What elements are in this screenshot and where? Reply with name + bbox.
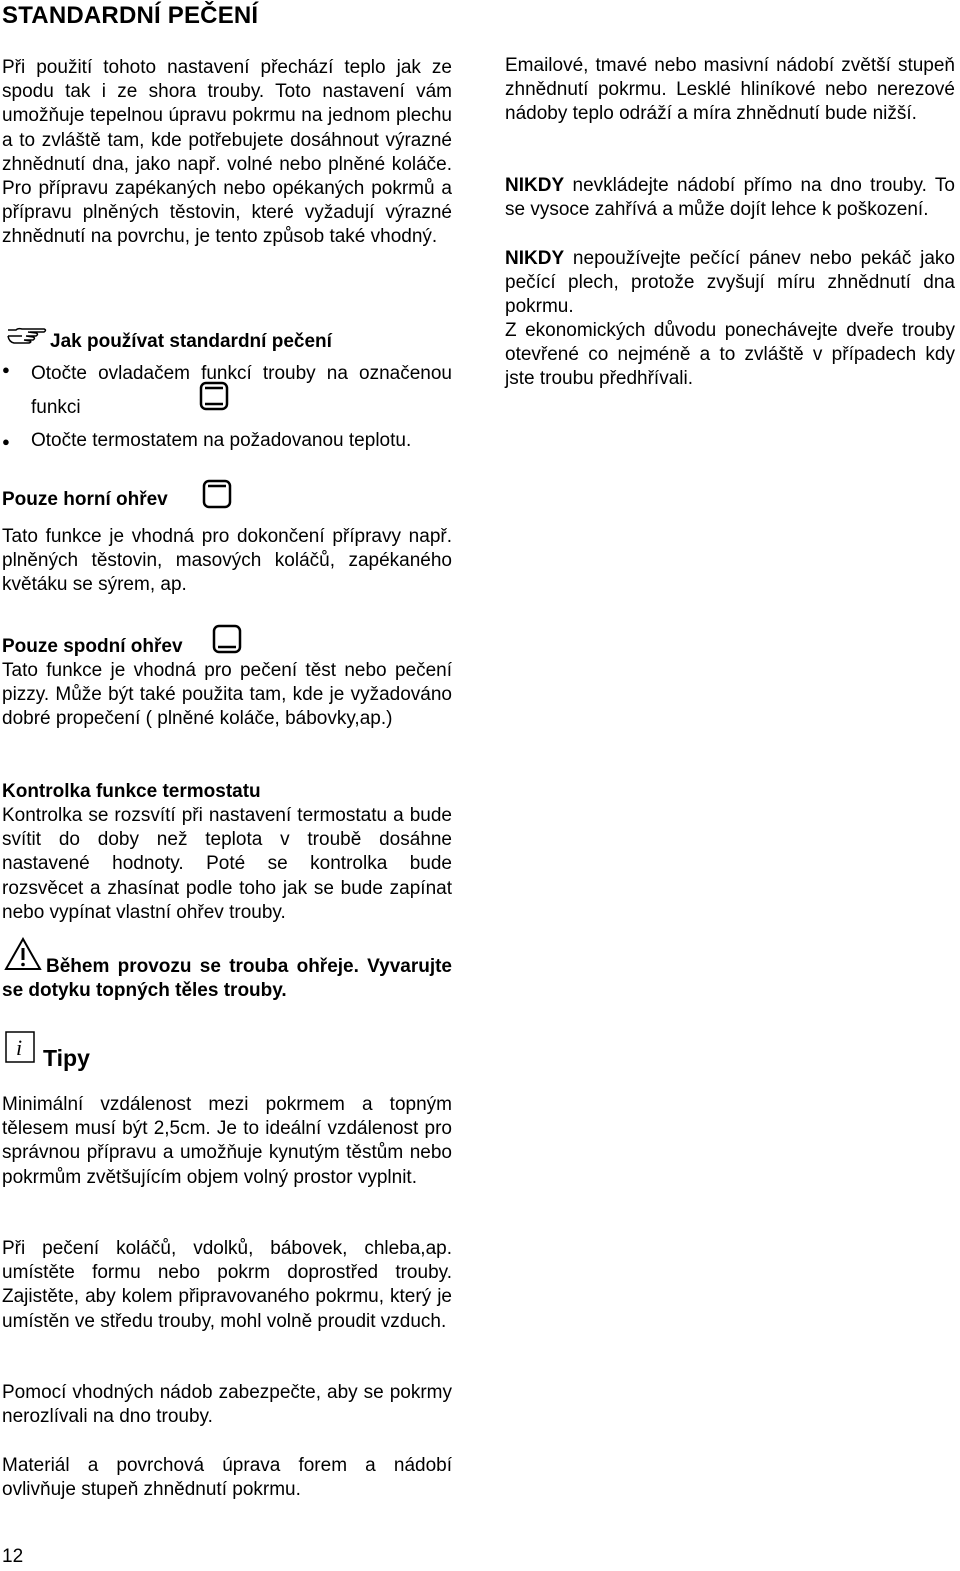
thermostat-heading: Kontrolka funkce termostatu bbox=[2, 781, 261, 802]
bottom-heat-heading: Pouze spodní ohřev bbox=[2, 636, 183, 657]
right-paragraph-1: Emailové, tmavé nebo masivní nádobí zvětší stupeň zhnědnutí pokrmu. Lesklé hliníkové nebo nerezové nádoby teplo odráží a míra zhnědnutí bude nižší. bbox=[505, 55, 955, 125]
page-number: 12 bbox=[2, 1546, 24, 1567]
top-heat-text: Tato funkce je vhodná pro dokončení přípravy např. plněných těstovin, masových koláčů, zapékaného květáku se sýrem, ap. bbox=[2, 526, 452, 596]
info-icon bbox=[5, 1031, 35, 1063]
right-paragraph-3-text: nepoužívejte pečící pánev nebo pekáč jako pečící plech, protože zvyšují míru zhnědnutí dna pokrmu. bbox=[505, 248, 955, 318]
right-paragraph-2 bbox=[505, 174, 955, 222]
warning-text: Během provozu se trouba ohřeje. Vyvarujte se dotyku topných těles trouby. bbox=[2, 956, 452, 1002]
bullet-icon: ● bbox=[2, 362, 10, 377]
tips-paragraph-2: Při pečení koláčů, vdolků, bábovek, chleba,ap. umístěte formu nebo pokrm doprostřed trouby. Zajistěte, aby kolem připravovaného pokrmu, který je umístěn ve středu trouby, mohl volně proudit vzduch. bbox=[2, 1238, 452, 1332]
bottom-heat-text: Tato funkce je vhodná pro pečení těst nebo pečení pizzy. Může být také použita tam, kde je vyžadováno dobré propečení ( plněné koláče, bábovky,ap.) bbox=[2, 660, 452, 730]
tips-heading: Tipy bbox=[43, 1045, 90, 1071]
tips-paragraph-3: Pomocí vhodných nádob zabezpečte, aby se pokrmy nerozlívali na dno trouby. bbox=[2, 1382, 452, 1428]
pointing-hand-icon bbox=[6, 322, 48, 344]
right-paragraph-3 bbox=[505, 247, 955, 320]
howto-step-2-text: Otočte termostatem na požadovanou teplotu. bbox=[31, 430, 412, 451]
thermostat-text: Kontrolka se rozsvítí při nastavení termostatu a bude svítit do doby než teplota v troubě dosáhne nastavené hodnoty. Poté se kontrolka bude rozsvěcet a zhasínat podle toho jak se bude zapínat nebo vypínat vlastní ohřev trouby. bbox=[2, 805, 452, 923]
page-title: STANDARDNÍ PEČENÍ bbox=[2, 2, 259, 29]
top-heat-heading: Pouze horní ohřev bbox=[2, 489, 168, 510]
never-label: NIKDY bbox=[505, 248, 565, 269]
right-paragraph-2-text: nevkládejte nádobí přímo na dno trouby. To se vysoce zahřívá a může dojít lehce k poškození. bbox=[505, 175, 955, 221]
bullet-icon: ● bbox=[2, 434, 10, 449]
right-paragraph-4: Z ekonomických důvodu ponechávejte dveře trouby otevřené co nejméně a to zvláště v případech kdy jste troubu předhřívali. bbox=[505, 320, 955, 390]
never-label: NIKDY bbox=[505, 175, 565, 196]
howto-heading: Jak používat standardní pečení bbox=[50, 331, 332, 352]
tips-paragraph-1: Minimální vzdálenost mezi pokrmem a topným tělesem musí být 2,5cm. Je to ideální vzdálenost pro správnou přípravu a umožňuje kynutým těstům nebo pokrmům zvětšujícím objem volný prostor vyplnit. bbox=[2, 1094, 452, 1188]
howto-step-1-text: Otočte ovladačem funkcí trouby na označenou funkci bbox=[31, 363, 452, 418]
top-bottom-heat-icon bbox=[199, 381, 229, 411]
bottom-heat-icon bbox=[212, 624, 242, 654]
top-heat-icon bbox=[202, 479, 232, 509]
intro-paragraph: Při použití tohoto nastavení přechází teplo jak ze spodu tak i ze shora trouby. Toto nastavení vám umožňuje tepelnou úpravu pokrmu na jednom plechu a to zvláště tam, kde potřebujete dosáhnout výrazné zhnědnutí dna, jako např. volné nebo plněné koláče. Pro přípravu zapékaných nebo opékaných pokrmů a přípravu plněných těstovin, které vyžadují výrazné zhnědnutí na povrchu, je tento způsob také vhodný. bbox=[2, 57, 452, 248]
tips-paragraph-4: Materiál a povrchová úprava forem a nádobí ovlivňuje stupeň zhnědnutí pokrmu. bbox=[2, 1455, 452, 1501]
svg-text:i: i bbox=[16, 1035, 23, 1060]
